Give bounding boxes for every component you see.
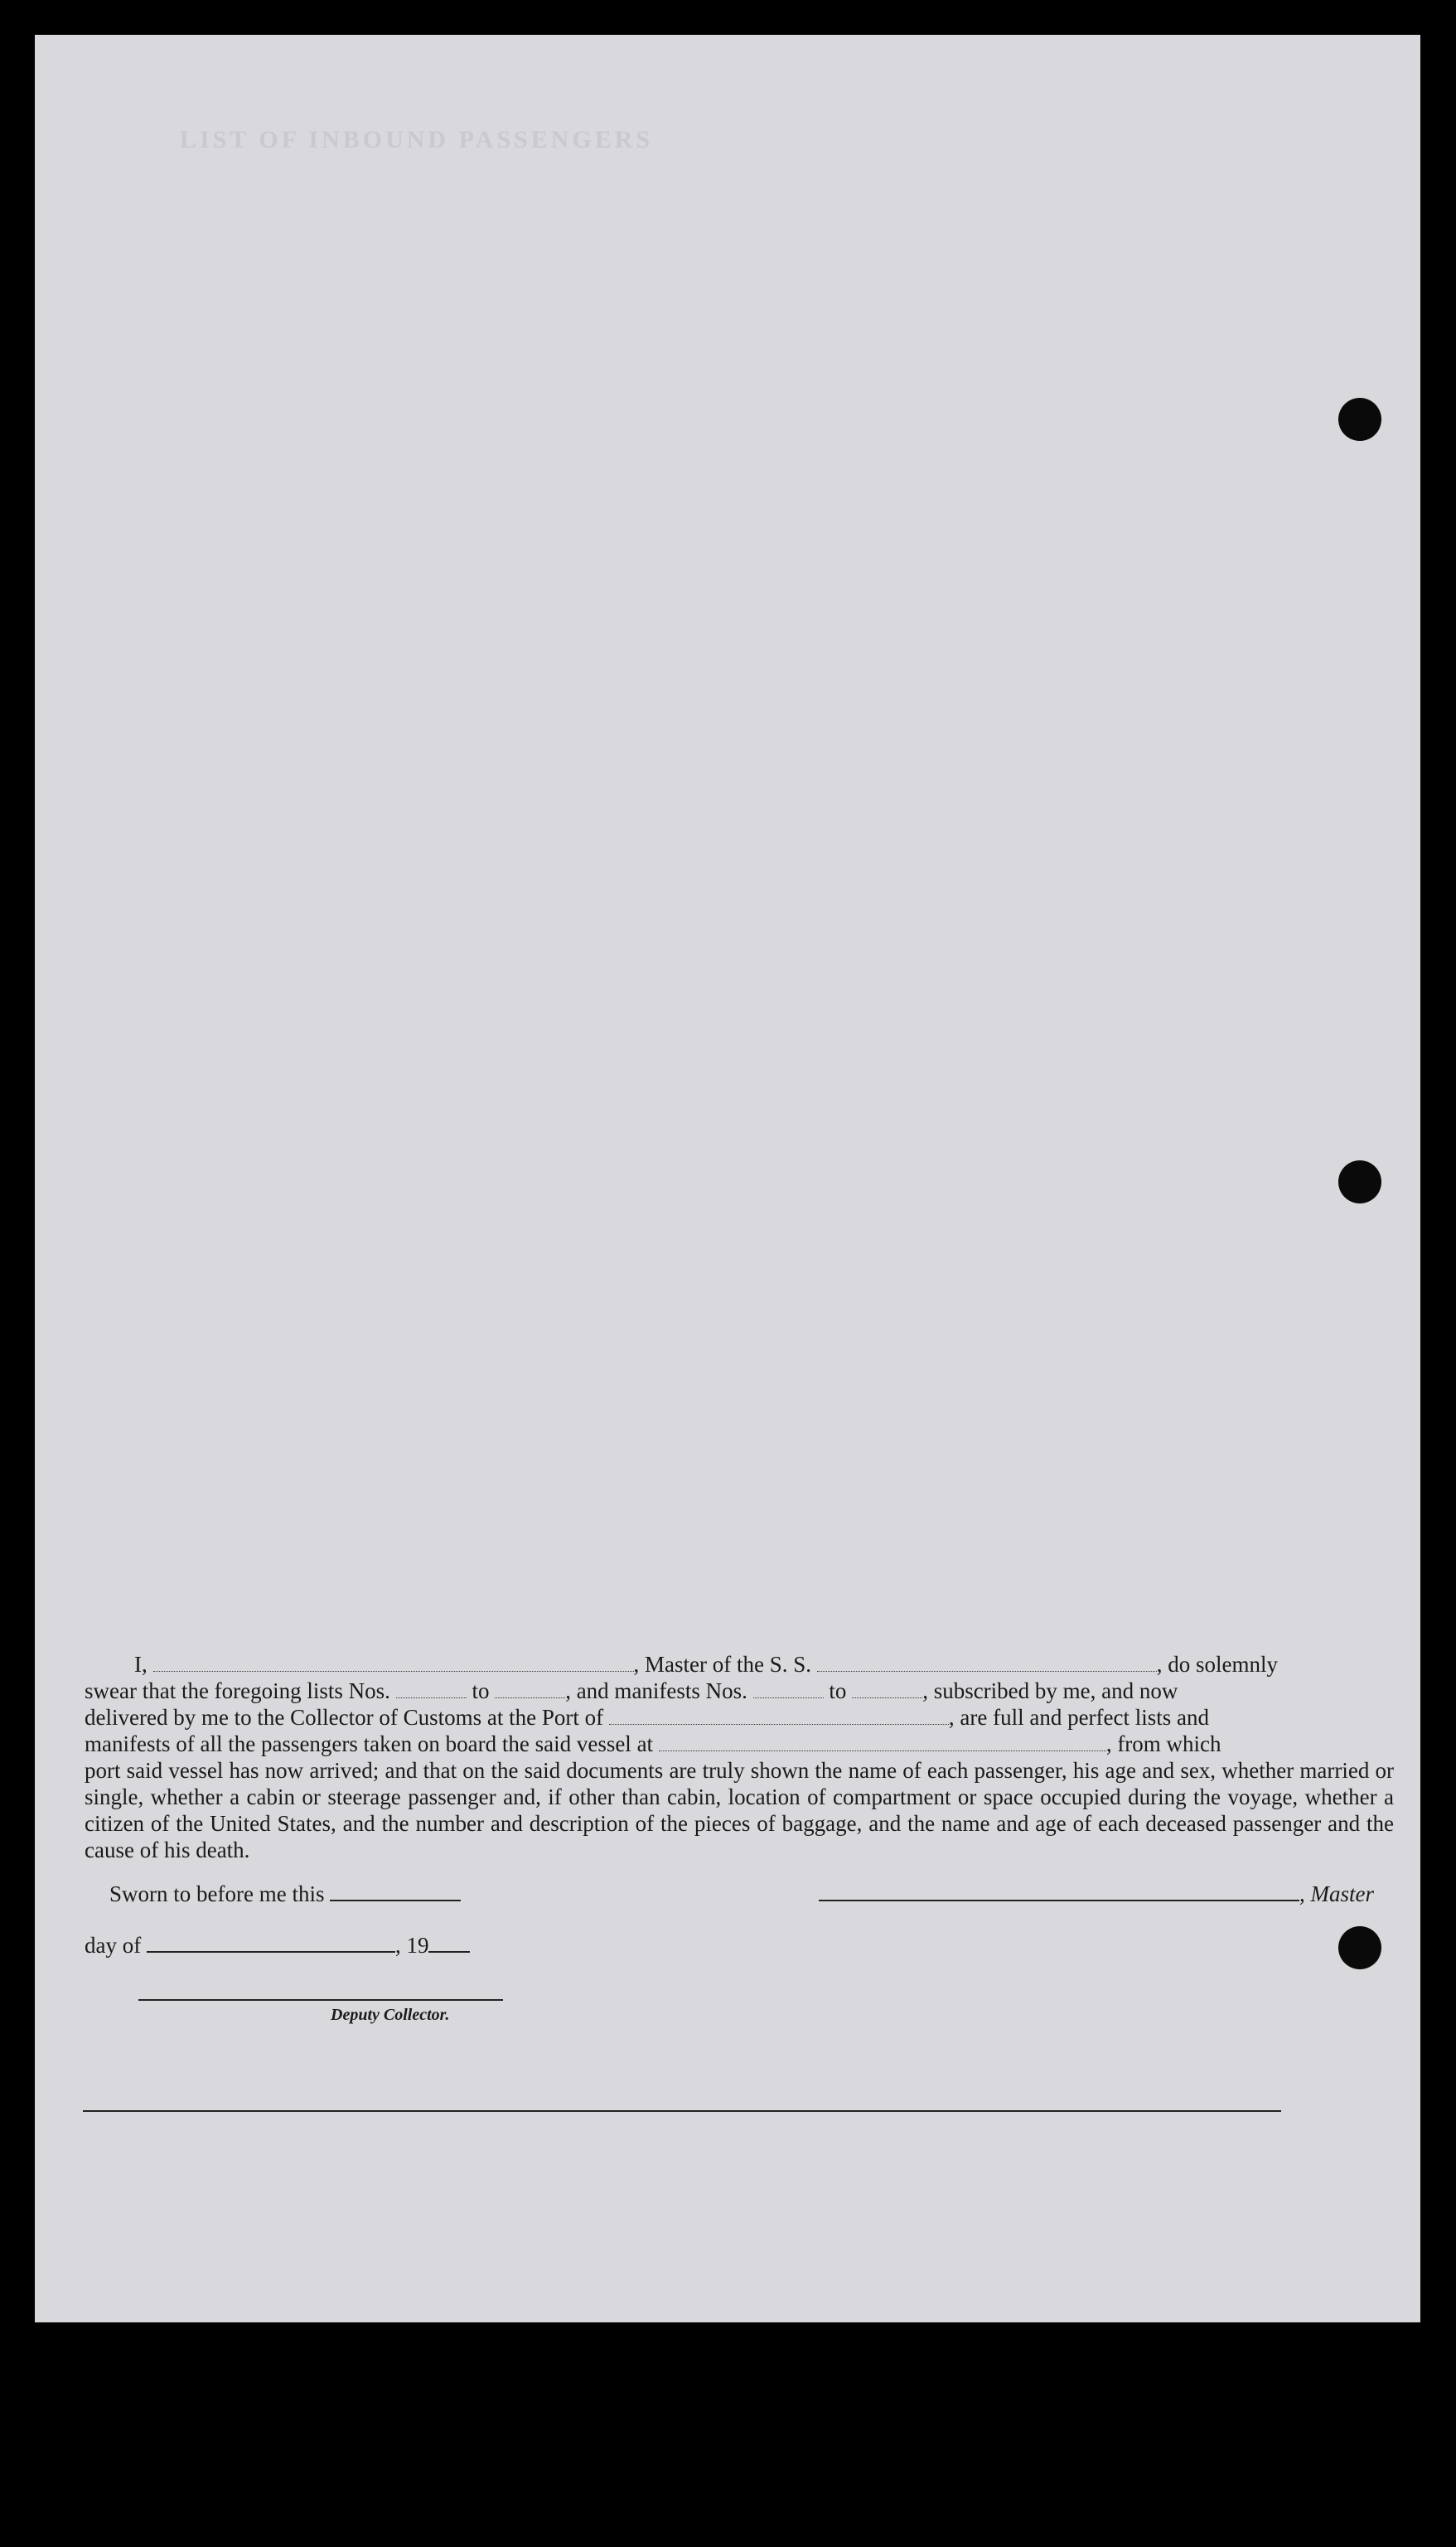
document-page [35, 35, 1420, 2322]
scan-border [0, 2322, 1456, 2547]
lists-from-field[interactable] [396, 1683, 467, 1698]
manifests-to-field[interactable] [852, 1683, 922, 1698]
deputy-collector-label: Deputy Collector. [331, 2006, 450, 2024]
deputy-signature-field[interactable] [138, 1999, 503, 2001]
bottom-rule [83, 2110, 1281, 2112]
master-signature-field[interactable] [819, 1885, 1299, 1901]
lists-to-field[interactable] [495, 1683, 565, 1698]
year-field[interactable] [428, 1936, 470, 1953]
day-of-line: day of , 19 [85, 1933, 470, 1959]
port-of-arrival-field[interactable] [609, 1709, 949, 1725]
sworn-date-field[interactable] [330, 1885, 461, 1901]
faded-heading: LIST OF INBOUND PASSENGERS [180, 126, 654, 153]
punch-hole-top [1338, 398, 1381, 441]
sworn-line: Sworn to before me this [109, 1881, 461, 1907]
master-name-field[interactable] [153, 1656, 634, 1672]
ship-name-field[interactable] [817, 1656, 1157, 1672]
punch-hole-middle [1338, 1160, 1381, 1203]
master-signature-line: , Master [819, 1881, 1374, 1907]
month-field[interactable] [147, 1936, 395, 1953]
manifests-from-field[interactable] [753, 1683, 824, 1698]
port-of-departure-field[interactable] [659, 1736, 1106, 1751]
punch-hole-bottom [1338, 1926, 1381, 1969]
master-oath-text: I, , Master of the S. S. , do solemnly swear that the foregoing lists Nos. to , and manifests Nos. to , subscribed by me, and now delivered by me to the Collector of Customs at the Port of , are full and perfect lists and manifests of all the passengers taken on board the said vessel at , from which port said vessel has now arrived; and that on the said documents are truly shown the name of each passenger, his age and sex, whether married or single, whether a cabin or steerage passenger and, if other than cabin, location of compartment or space occupied during the voyage, whether a citizen of the United States, and the number and description of the pieces of baggage, and the name and age of each deceased passenger and the cause of his death. [85, 1652, 1394, 1862]
